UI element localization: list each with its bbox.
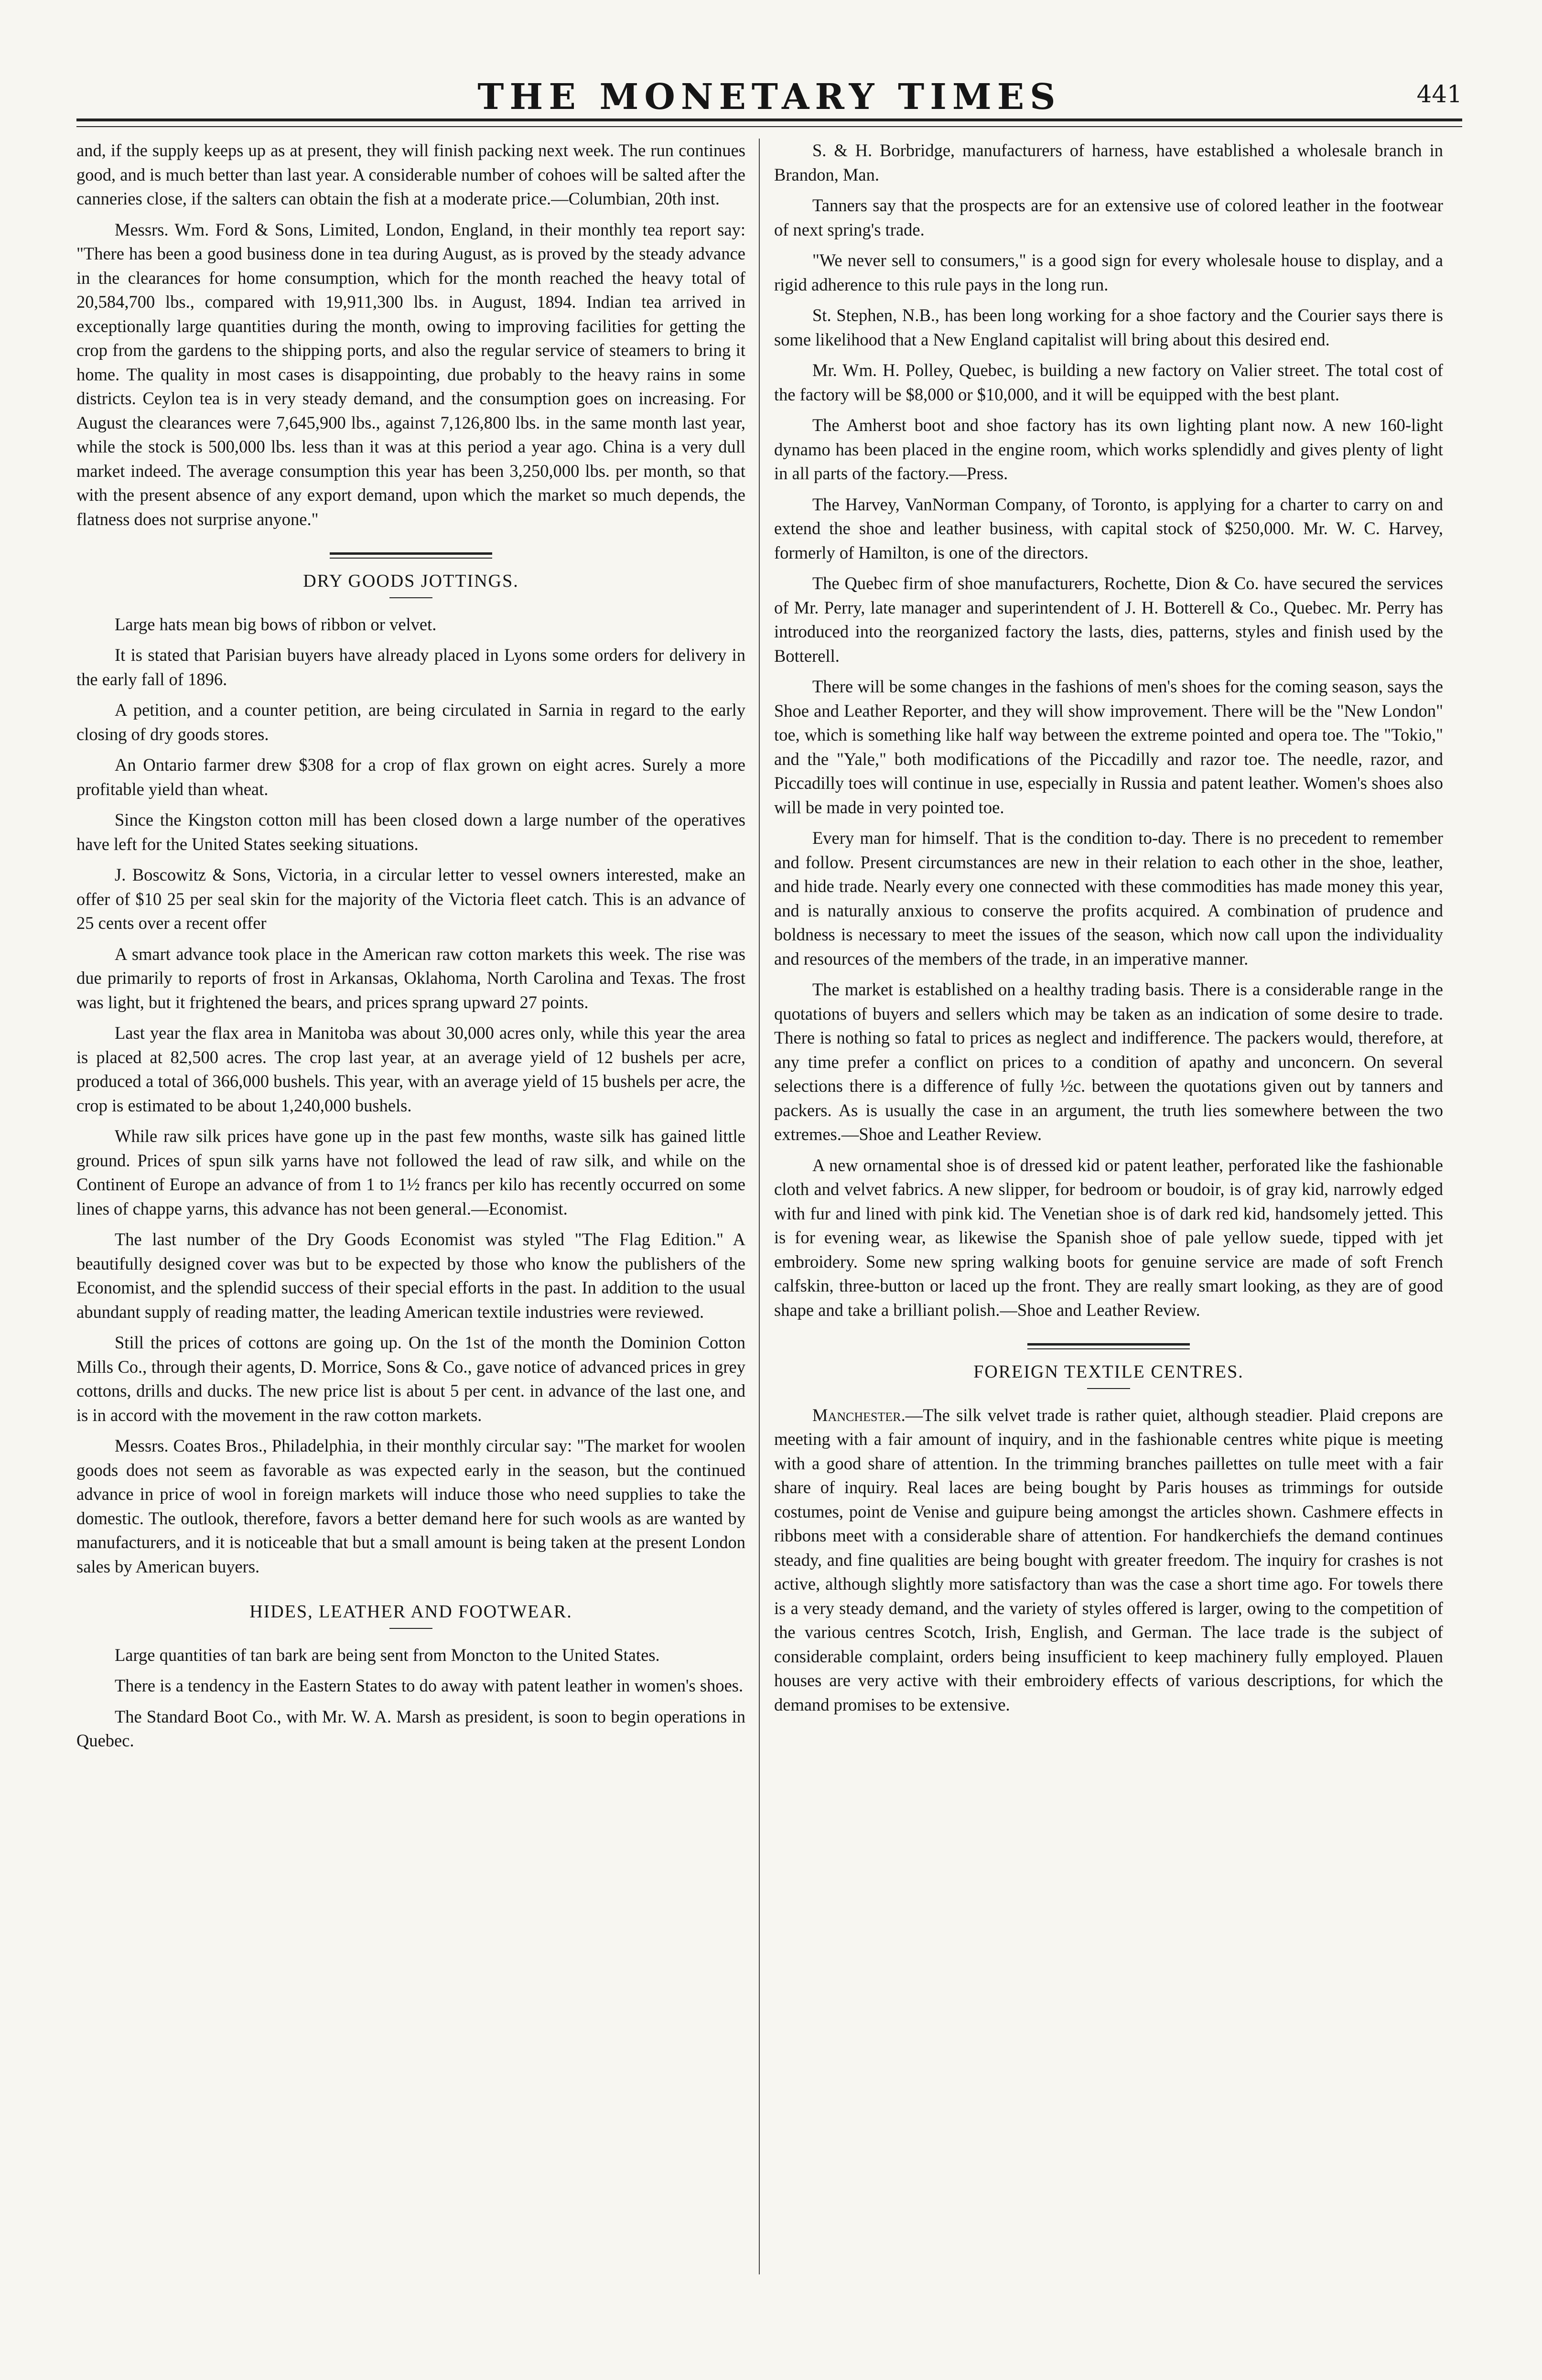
paragraph: "We never sell to consumers," is a good sign for every wholesale house to display, and a rigid adherence to this rule pays in the long run. [774, 250, 1443, 294]
paragraph: Tanners say that the prospects are for an extensive use of colored leather in the footwear of next spring's trade. [774, 195, 1443, 239]
paragraph: The market is established on a healthy trading basis. There is a considerable range in the quotations of buyers and sellers which may be taken as an indication of some desire to trade. There is nothing so fatal to prices as neglect and indifference. The packers would, therefore, at any time prefer a conflict on prices to a condition of apathy and unconcern. On several selections there is a difference of fully ½c. between the quotations given out by tanners and packers. As is usually the case in an argument, the truth lies somewhere between the two extremes.—Shoe and Leather Review. [774, 980, 1443, 1144]
section-title: HIDES, LEATHER AND FOOTWEAR. [249, 1602, 572, 1622]
section-rule-short [1087, 1388, 1130, 1389]
paragraph: There is a tendency in the Eastern States to do away with patent leather in women's shoes. [115, 1676, 744, 1695]
left-column [76, 139, 745, 1760]
paragraph: Mr. Wm. H. Polley, Quebec, is building a new factory on Valier street. The total cost of the factory will be $8,000 or $10,000, and it will be equipped with the best plant. [774, 360, 1443, 404]
section-rule-short [389, 597, 432, 598]
paragraph: The Standard Boot Co., with Mr. W. A. Marsh as president, is soon to begin operations in Quebec. [76, 1706, 745, 1750]
paragraph: The Amherst boot and shoe factory has its own lighting plant now. A new 160-light dynamo has been placed in the engine room, which works splendidly and gives plenty of light in all parts of the factory.—Press. [774, 415, 1443, 483]
paragraph: Large hats mean big bows of ribbon or velvet. [115, 614, 437, 634]
paragraph: The last number of the Dry Goods Economist was styled "The Flag Edition." A beautifully designed cover was but to be expected by those who know the publishers of the Economist, and the splendid success of their special efforts in the past. In addition to the usual abundant supply of reading matter, the leading American textile industries were reviewed. [76, 1229, 745, 1322]
paragraph: Still the prices of cottons are going up. On the 1st of the month the Dominion Cotton Mills Co., through their agents, D. Morrice, Sons & Co., gave notice of advanced prices in grey cottons, drills and ducks. The new price list is about 5 per cent. in advance of the last one, and is in accord with the movement in the raw cotton markets. [76, 1333, 745, 1425]
section-heading [76, 1600, 745, 1629]
section-rule-short [389, 1628, 432, 1629]
paragraph: It is stated that Parisian buyers have already placed in Lyons some orders for delivery in the early fall of 1896. [76, 645, 745, 689]
paragraph: Messrs. Coates Bros., Philadelphia, in their monthly circular say: "The market for woolen goods does not seem as favorable as was expected early in the season, but the continued advance in price of wool in foreign markets will induce those who need supplies to take the domestic. The outlook, therefore, favors a better demand here for such wools as are wanted by manufacturers, and it is noticeable that but a small amount is being taken at the present London sales by American buyers. [76, 1436, 745, 1576]
page-header [76, 72, 1462, 119]
paragraph-manchester [774, 1403, 1443, 1717]
paragraph: A petition, and a counter petition, are being circulated in Sarnia in regard to the early closing of dry goods stores. [76, 700, 745, 744]
paragraph-body: —The silk velvet trade is rather quiet, although steadier. Plaid crepons are meeting with a fair amount of inquiry, and in the fashionable centres white pique is meeting with a good share of attention. In the trimming branches paillettes on tulle meet with a fair share of inquiry. Real laces are being bought by Paris houses as trimmings for outside costumes, point de Venise and guipure being amongst the articles shown. Cashmere effects in ribbons meet with a considerable share of attention. For handkerchiefs the demand continues steady, and fine qualities are being bought with greater freedom. The inquiry for crashes is not active, although slightly more satisfactory than was the case a short time ago. For towels there is a very steady demand, and the variety of styles offered is larger, owing to the competition of the various centres Scotch, Irish, English, and German. The lace trade is the subject of considerable complaint, orders being insufficient to keep machinery fully employed. Plauen houses are very active with their embroidery effects of various descriptions, for which the demand promises to be extensive. [774, 1405, 1443, 1714]
paragraph: A new ornamental shoe is of dressed kid or patent leather, perforated like the fashionable cloth and velvet fabrics. A new slipper, for bedroom or boudoir, is of gray kid, narrowly edged with fur and lined with pink kid. The Venetian shoe is of dark red kid, handsomely jetted. This is for evening wear, as likewise the Spanish shoe of pale yellow suede, tipped with jet embroidery. Some new spring walking boots for genuine service are made of soft French calfskin, three-button or laced up the front. They are really smart looking, as they are of good shape and take a brilliant polish.—Shoe and Leather Review. [774, 1155, 1443, 1320]
paragraph: Large quantities of tan bark are being sent from Moncton to the United States. [115, 1645, 660, 1665]
paragraph: The Harvey, VanNorman Company, of Toronto, is applying for a charter to carry on and extend the shoe and leather business, with capital stock of $250,000. Mr. W. C. Harvey, formerly of Hamilton, is one of the directors. [774, 494, 1443, 562]
paragraph: S. & H. Borbridge, manufacturers of harness, have established a wholesale branch in Brandon, Man. [774, 140, 1443, 184]
paragraph: While raw silk prices have gone up in the past few months, waste silk has gained little ground. Prices of spun silk yarns have not followed the lead of raw silk, and while on the Continent of Europe an advance of from 1 to 1½ francs per kilo has recently occurred on some lines of chappe yarns, this advance has not been general.—Economist. [76, 1126, 745, 1218]
column-divider [759, 139, 760, 2274]
paragraph: Since the Kingston cotton mill has been closed down a large number of the operatives have left for the United States seeking situations. [76, 810, 745, 854]
paragraph: J. Boscowitz & Sons, Victoria, in a circular letter to vessel owners interested, make an offer of $10 25 per seal skin for the majority of the Victoria fleet catch. This is an advance of 25 cents over a recent offer [76, 865, 745, 933]
paragraph: An Ontario farmer drew $308 for a crop of flax grown on eight acres. Surely a more profitable yield than wheat. [76, 755, 745, 799]
masthead: THE MONETARY TIMES [477, 76, 1061, 118]
section-rule [330, 558, 492, 559]
section-title: FOREIGN TEXTILE CENTRES. [973, 1362, 1244, 1382]
section-rule [1027, 1343, 1190, 1346]
section-rule [1027, 1348, 1190, 1349]
paragraph: Every man for himself. That is the condition to-day. There is no precedent to remember and follow. Present circumstances are new in their relation to each other in the shoe, leather, and hide trade. Nearly every one connected with these commodities has made money this year, and is naturally anxious to conserve the profits acquired. A combination of prudence and boldness is necessary to meet the issues of the season, which now call upon the individuality and resources of the members of the trade, in an imperative manner. [774, 828, 1443, 969]
section-title: DRY GOODS JOTTINGS. [303, 571, 519, 591]
place-name: Manchester. [812, 1405, 906, 1425]
section-heading [774, 1343, 1443, 1389]
section-rule [330, 552, 492, 555]
page-number: 441 [1416, 80, 1462, 108]
right-column [774, 139, 1443, 1723]
paragraph: Messrs. Wm. Ford & Sons, Limited, London, England, in their monthly tea report say: "There has been a good business done in tea during August, as is proved by the steady advance in the clearances for home consumption, which for the month reached the heavy total of 20,584,700 lbs., compared with 19,911,300 lbs. in August, 1894. Indian tea arrived in exceptionally large quantities during the month, owing to improving facilities for getting the crop from the gardens to the shipping ports, and also the regular service of steamers to bring it home. The quality in most cases is disappointing, due probably to the heavy rains in some districts. Ceylon tea is in very steady demand, and the consumption goes on increasing. For August the clearances were 7,645,900 lbs., against 7,126,800 lbs. in the same month last year, while the stock is 500,000 lbs. less than it was at this period a year ago. China is a very dull market indeed. The average consumption this year has been 3,250,000 lbs. per month, so that with the present absence of any export demand, upon which the market so much depends, the flatness does not surprise anyone." [76, 219, 745, 529]
header-rule [76, 118, 1462, 121]
section-heading [76, 552, 745, 598]
paragraph: and, if the supply keeps up as at present, they will finish packing next week. The run continues good, and is much better than last year. A considerable number of cohoes will be salted after the canneries close, if the salters can obtain the fish at a moderate price.—Columbian, 20th inst. [76, 140, 745, 208]
header-rule-thin [76, 126, 1462, 127]
paragraph: St. Stephen, N.B., has been long working for a shoe factory and the Courier says there is some likelihood that a New England capitalist will bring about this desired end. [774, 305, 1443, 349]
paragraph: There will be some changes in the fashions of men's shoes for the coming season, says the Shoe and Leather Reporter, and they will show improvement. There will be the "New London" toe, which is something like half way between the extreme pointed and opera toe. The "Tokio," and the "Yale," both modifications of the Piccadilly and razor toe. The needle, razor, and Piccadilly toes will continue in use, especially in Russia and patent leather. Women's shoes also will be made in very pointed toe. [774, 677, 1443, 817]
paragraph: Last year the flax area in Manitoba was about 30,000 acres only, while this year the area is placed at 82,500 acres. The crop last year, at an average yield of 12 bushels per acre, produced a total of 366,000 bushels. This year, with an average yield of 15 bushels per acre, the crop is estimated to be about 1,240,000 bushels. [76, 1023, 745, 1115]
paragraph: A smart advance took place in the American raw cotton markets this week. The rise was due primarily to reports of frost in Arkansas, Oklahoma, North Carolina and Texas. The frost was light, but it frightened the bears, and prices sprang upward 27 points. [76, 944, 745, 1012]
paragraph: The Quebec firm of shoe manufacturers, Rochette, Dion & Co. have secured the services of Mr. Perry, late manager and superintendent of J. H. Botterell & Co., Quebec. Mr. Perry has introduced into the reorganized factory the lasts, dies, patterns, styles and finish used by the Botterell. [774, 573, 1443, 666]
